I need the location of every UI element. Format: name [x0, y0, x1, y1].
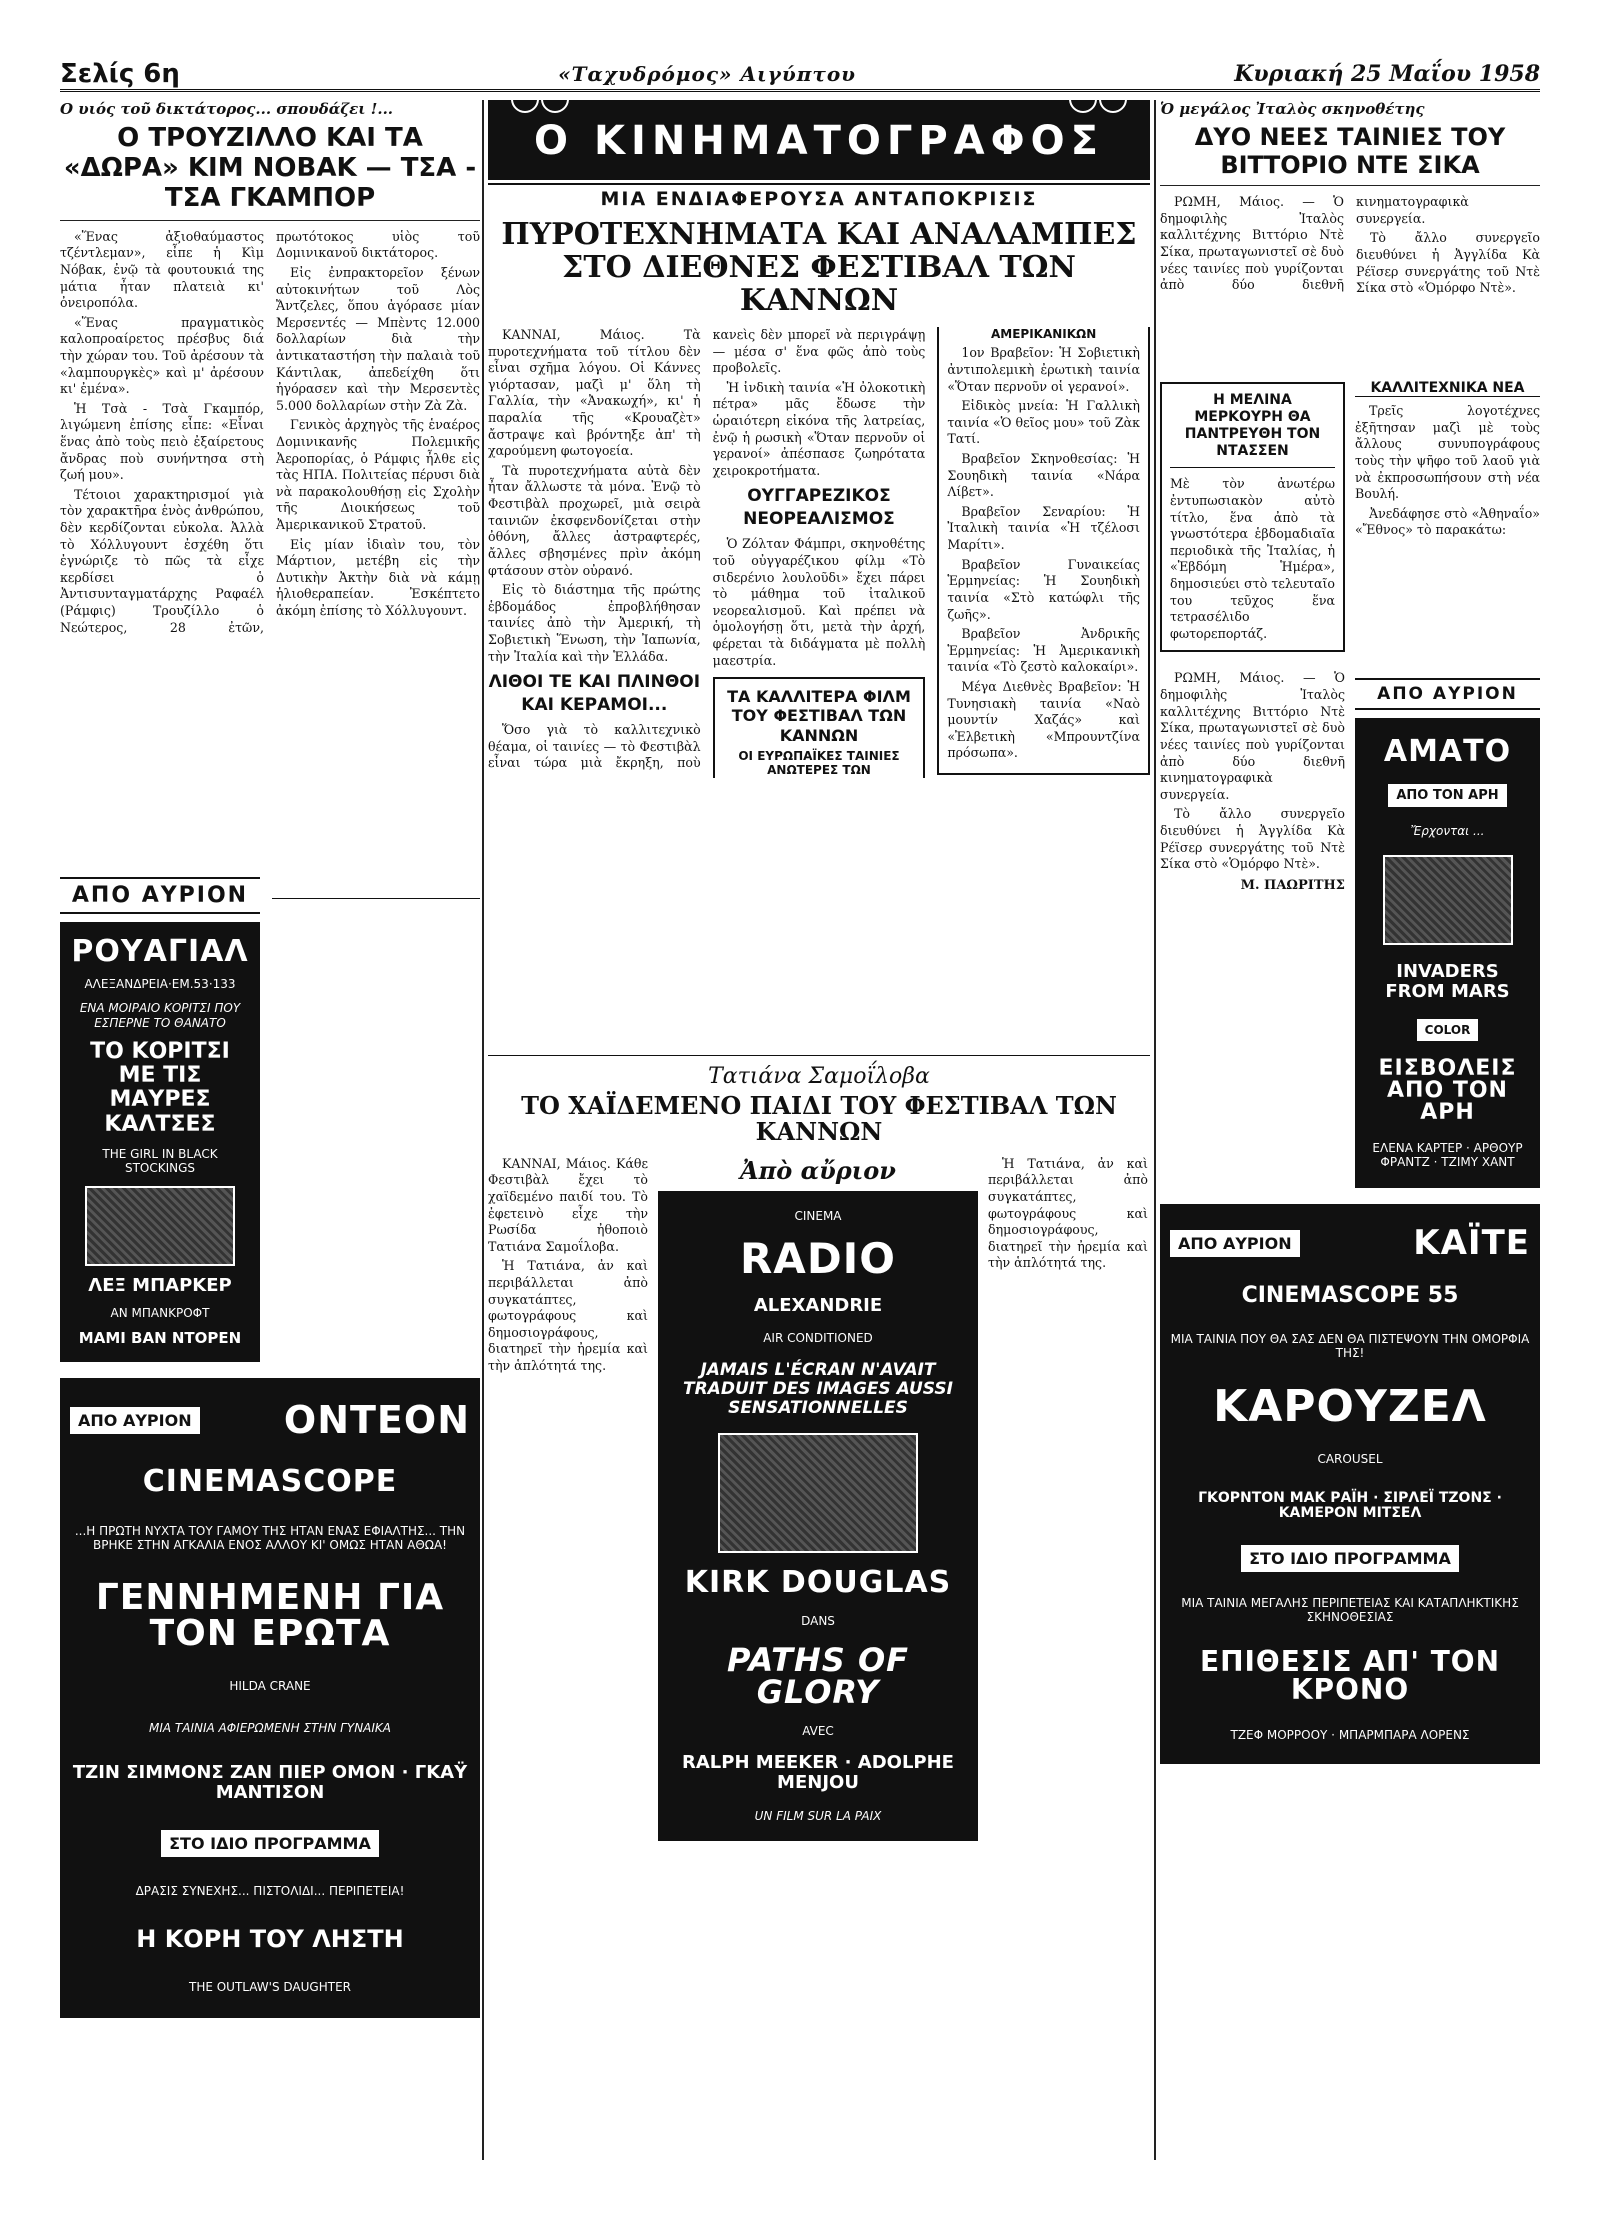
film-title: ΕΙΣΒΟΛΕΙΣ ΑΠΟ ΤΟΝ ΑΡΗ — [1378, 1056, 1517, 1126]
film-still-image — [1383, 855, 1513, 945]
ad-connector: AVEC — [802, 1723, 834, 1738]
film-title: ΓΕΝΝΗΜΕΝΗ ΓΙΑ ΤΟΝ ΕΡΩΤΑ — [95, 1577, 445, 1655]
ad-tagline: ...Η ΠΡΩΤΗ ΝΥΧΤΑ ΤΟΥ ΓΑΜΟΥ ΤΗΣ ΗΤΑΝ ΕΝΑΣ ΕΦΙΑΛΤΗΣ... ΤΗΝ ΒΡΗΚΕ ΣΤΗΝ ΑΓΚΑΛΙΑ ΕΝΟΣ ΑΛΛΟΥ ΚΙ' ΟΜΩΣ ΗΤΑΝ ΑΘΩΑ! — [74, 1523, 466, 1553]
issue-date: Κυριακή 25 Μαΐου 1958 — [1234, 60, 1540, 87]
side-notice — [272, 890, 480, 907]
page-number: Σελίς 6η — [60, 58, 180, 89]
box-title: ΤΑ ΚΑΛΛΙΤΕΡΑ ΦΙΛΜ ΤΟΥ ΦΕΣΤΙΒΑΛ ΤΩΝ ΚΑΝΝΩΝ — [727, 687, 911, 745]
cinema-ad-royal — [60, 922, 260, 1362]
cinema-address: ΑΛΕΞΑΝΔΡΕΙΑ·ΕΜ.53·133 — [84, 976, 236, 991]
paragraph: Ὅσο γιὰ τὸ καλλιτεχνικὸ θέαμα, οἱ ταινίες — τὸ Φεστιβὰλ εἶναι τώρα μιὰ ἔκρηξη, ποὺ κανεὶς δὲν μπορεῖ νὰ περιγράψῃ — μέσα σ' ἕνα φῶς ἀπὸ τοὺς προβολεῖς. — [488, 327, 926, 771]
film-title-en: THE GIRL IN BLACK STOCKINGS — [102, 1146, 218, 1176]
cinema-name: ΑΜΑΤΟ — [1383, 733, 1512, 769]
author-signature: Μ. ΠΑΩΡΙΤΗΣ — [1240, 877, 1345, 893]
film-still-image — [718, 1433, 918, 1553]
ad-dedication: ΜΙΑ ΤΑΙΝΙΑ ΑΦΙΕΡΩΜΕΝΗ ΣΤΗΝ ΓΥΝΑΙΚΑ — [148, 1721, 391, 1736]
section-label: ΑΠΟ ΑΥΡΙΟΝ — [60, 877, 260, 914]
ad-date-label: Ἀπὸ αὔριον — [740, 1155, 896, 1185]
star-name: ΛΕΞ ΜΠΑΡΚΕΡ — [88, 1274, 232, 1296]
cinema-city: ALEXANDRIE — [753, 1295, 883, 1317]
ad-quote: JAMAIS L'ÉCRAN N'AVAIT TRADUIT DES IMAGES AUSSI SENSATIONNELLES — [682, 1360, 954, 1418]
cinema-sub: AIR CONDITIONED — [763, 1331, 873, 1346]
paragraph: Εἰς ἐνπρακτορεῖον ξένων αὐτοκινήτων τοῦ Λὸς Ἄντζελες, ὅπου ἀγόρασε μίαν Μερσεντές — Μπὲντς 12.000 δολλαρίων διὰ τὴν ἀντικαταστήση τὴν παλαιὰ τοῦ Κάντιλακ, ἀπεδείχθη ὅτι ἠγόρασεν καὶ τὴν Μερσεντὲς 5.000 δολλαρίων στὴν Ζὰ Ζὰ. — [276, 264, 480, 413]
program-label: ΣΤΟ ΙΔΙΟ ΠΡΟΓΡΑΜΜΑ — [161, 1830, 379, 1857]
cinema-name: ΟΝΤΕΟΝ — [283, 1398, 470, 1443]
film-title-en: INVADERS FROM MARS — [1385, 961, 1510, 1003]
star-name: KIRK DOUGLAS — [684, 1565, 952, 1601]
paragraph: Εἰς τὸ διάστημα τῆς πρώτης ἑβδομάδος ἐπροβλήθησαν ταινίες ἀπὸ τὴν Ἀμερική, τὴ Σοβιετικὴ Ἕνωση, τὴν Ἰαπωνία, τὴν Ἰταλία καὶ τὴν Ἑλλάδα. — [488, 582, 701, 664]
news-box — [1160, 382, 1345, 652]
cinema-format: CINEMASCOPE 55 — [1241, 1283, 1459, 1309]
cinema-format: CINEMASCOPE — [142, 1463, 398, 1499]
section-label: ΑΠΟ ΑΥΡΙΟΝ — [1355, 678, 1540, 710]
column-divider — [482, 100, 484, 2160]
cinema-name: RADIO — [739, 1234, 897, 1284]
star-names: ΓΚΟΡΝΤΟΝ ΜΑΚ ΡΑΪΗ · ΣΙΡΛΕΪ ΤΖΟΝΣ · ΚΑΜΕΡΟΝ ΜΙΤΣΕΛ — [1198, 1489, 1502, 1521]
article-body — [1355, 403, 1540, 539]
article-subhead: ΟΥΓΓΑΡΕΖΙΚΟΣ ΝΕΟΡΕΑΛΙΣΜΟΣ — [743, 486, 895, 529]
paragraph: Ἡ Τσὰ - Τσὰ Γκαμπόρ, λιγώμενη ἐπίσης εἶπε: «Εἶναι ἕνας ἀπὸ τοὺς πειὸ ἐξαίρετους ἄνδρας ποὺ συνήντησα στὴ ζωή μου». — [60, 400, 264, 483]
star-name: ΜΑΜΙ ΒΑΝ ΝΤΟΡΕΝ — [78, 1329, 242, 1348]
article-body — [1160, 670, 1345, 1190]
cinema-tag: CINEMA — [794, 1208, 842, 1223]
film-title-en: CAROUSEL — [1317, 1452, 1383, 1467]
ad-connector: DANS — [801, 1614, 835, 1629]
article-kicker: Ὁ μεγάλος Ἰταλὸς σκηνοθέτης — [1160, 100, 1425, 118]
paragraph: Ἀνεδάφησε στὸ «Ἀθηναΐο» «Ἔθνος» τὸ παρακάτω: — [1355, 505, 1540, 538]
paragraph: «Ἕνας ἀξιοθαύμαστος τζέντλεμαν», εἶπε ἡ Κὶμ Νόβακ, ἐνῷ τὰ φουτουκιά της μάτια ἦταν πλατειὰ κι' ὀνειροπόλα. — [60, 228, 264, 311]
cinema-ad-odeon — [60, 1378, 480, 2018]
paragraph: Τέτοιοι χαρακτηρισμοί γιὰ τὸν χαρακτῆρα ἑνὸς ἀνθρώπου, δὲν κερδίζονται εὐκολα. Ἀλλὰ τὸ Χόλλυγουντ ἐσχέθη ὅτι ἐγνώριζε τὸ πῶς τὰ εἶχε κερδίσει ὁ Ἀντισυνταγματάρχης Ραφαέλ (Ράμφις) Τρουζίλλο ὁ Νεώτερος, 28 ἐτῶν, πρωτότοκος υἱὸς τοῦ Δομινικανοῦ δικτάτορος. — [60, 228, 480, 635]
article-byline: Τατιάνα Σαμοΐλοβα — [708, 1064, 930, 1089]
film-reel-icon — [510, 100, 570, 118]
section-banner — [488, 100, 1150, 180]
star-names: ΕΛΕΝΑ ΚΑΡΤΕΡ · ΑΡΘΟΥΡ ΦΡΑΝΤΖ · ΤΖΙΜΥ ΧΑΝΤ — [1372, 1141, 1523, 1170]
film-title-en: HILDA CRANE — [229, 1679, 311, 1694]
paragraph: Γενικὸς ἀρχηγὸς τῆς ἑναέρος Δομινικανῆς Πολεμικῆς Ἀεροπορίας, ὁ Ράμφις ἦλθε εἰς τὰς ΗΠΑ. Πολιτείας πέρυσι διὰ νὰ παρακολουθήσῃ εἰς Σχολὴν τῆς Διοικήσεως τοῦ Ἀμερικανικοῦ Στρατοῦ. — [276, 417, 480, 533]
ad-tagline: ΔΡΑΣΙΣ ΣΥΝΕΧΗΣ... ΠΙΣΤΟΛΙΔΙ... ΠΕΡΙΠΕΤΕΙΑ! — [135, 1884, 405, 1899]
newspaper-name: «Ταχυδρόμος» Αιγύπτου — [558, 61, 857, 86]
article-kicker: Ο υιός τοῦ δικτάτορος... σπουδάζει !... — [60, 100, 394, 118]
film-title: ΤΟ ΚΟΡΙΤΣΙ ΜΕ ΤΙΣ ΜΑΥΡΕΣ ΚΑΛΤΣΕΣ — [90, 1039, 230, 1137]
box-text: Μὲ τὸν ἀνωτέρω ἐντυπωσιακὸν αὐτὸ τίτλο, ἕνα ἀπὸ τὰ γνωστότερα ἑβδομαδιαῖα περιοδικὰ τῆς Ἰταλίας, ἡ «Ἑβδόμη Ἡμέρα», δημοσιεύει στὸ τελευταῖο του τεῦχος ἕνα τετρασέλιδο φωτορεπορτάζ. — [1170, 476, 1335, 641]
paragraph: Ἡ Τατιάνα, ἀν καὶ περιβάλλεται ἀπὸ συγκατάπτες, φωτογράφους καὶ δημοσιογράφους, διατηρεῖ τὴν ἠρεμία καὶ τὴν ἁπλότητά της. — [988, 1155, 1148, 1271]
paragraph: ΚΑΝΝΑΙ, Μάιος. Τὰ πυροτεχνήματα τοῦ τίτλου δὲν εἶναι σχῆμα λόγου. Οἱ Κάννες γιόρτασαν, μαζὶ μ' ὅλη τὴ Γαλλία, τὴν «Ἀνακωχή», κι' ἡ παραλία τῆς «Κρουαζὲτ» ἄστραψε καὶ βρόντηξε ἀπ' τὴ χαρούμενη φωτογοεία. — [488, 327, 701, 459]
paragraph: ΡΩΜΗ, Μάιος. — Ὁ δημοφιλὴς Ἰταλὸς καλλιτέχνης Βιττόριο Ντὲ Σίκα, πρωταγωνιστεῖ σὲ δυὸ νέες ταινίες ποὺ γυρίζονται ἀπὸ δύο διεθνῆ κινηματογραφικὰ συνεργεία. — [1160, 670, 1345, 802]
paragraph: Τρεῖς λογοτέχνες ἐξῆτησαν μαζὶ μὲ τοὺς ἄλλους συνυπογράφους τοὺς τὴν ψῆφο τοῦ λαοῦ γιὰ νὰ ἐκπροσωπήσουν στὴ νέα Βουλή. — [1355, 403, 1540, 502]
article-subhead: ΛΙΘΟΙ ΤΕ ΚΑΙ ΠΛΙΝΘΟΙ ΚΑΙ ΚΕΡΑΜΟΙ... — [488, 672, 701, 715]
ad-date-label: ΑΠΟ ΑΥΡΙΟΝ — [1170, 1230, 1300, 1257]
ad-tagline: ΜΙΑ ΤΑΙΝΙΑ ΠΟΥ ΘΑ ΣΑΣ ΔΕΝ ΘΑ ΠΙΣΤΕΨΟΥΝ ΤΗΝ ΟΜΟΡΦΙΑ ΤΗΣ! — [1170, 1332, 1530, 1361]
article-subhead: ΚΑΛΛΙΤΕΧΝΙΚΑ ΝΕΑ — [1355, 380, 1540, 397]
award-item: Βραβεῖον Σεναρίου: Ἡ Ἰταλικὴ ταινία «Ἡ τζέλοσι Μαρίτι». — [947, 503, 1140, 553]
box-subtitle: ΟΙ ΕΥΡΩΠΑΪΚΕΣ ΤΑΙΝΙΕΣ ΑΝΩΤΕΡΕΣ ΤΩΝ ΑΜΕΡΙΚΑΝΙΚΩΝ — [738, 327, 1097, 778]
box-title: Η ΜΕΛΙΝΑ ΜΕΡΚΟΥΡΗ ΘΑ ΠΑΝΤΡΕΥΘΗ ΤΟΝ ΝΤΑΣΣΕΝ — [1184, 392, 1321, 459]
cinema-name: ΚΑΪΤΕ — [1413, 1223, 1530, 1264]
article-headline: ΔΥΟ ΝΕΕΣ ΤΑΙΝΙΕΣ ΤΟΥ ΒΙΤΤΟΡΙΟ ΝΤΕ ΣΙΚΑ — [1160, 124, 1540, 186]
film-title-en: THE OUTLAW'S DAUGHTER — [188, 1979, 351, 1994]
cinema-ad-radio — [658, 1191, 978, 1841]
paragraph: «Ἕνας πραγματικὸς καλοπροαίρετος πρέσβυς διά τὴν χώραν του. Τοῦ ἀρέσουν τὰ «λαμπουργκὲς» καὶ μ' ἀρέσουν κι' ἐμένα». — [60, 314, 264, 397]
section-subtitle: ΜΙΑ ΕΝΔΙΑΦΕΡΟΥΣΑ ΑΝΤΑΠΟΚΡΙΣΙΣ — [600, 188, 1038, 210]
left-column — [60, 100, 480, 2180]
ad-block — [658, 1156, 978, 2056]
color-label: COLOR — [1417, 1019, 1479, 1041]
banner-title: Ο ΚΙΝΗΜΑΤΟΓΡΑΦΟΣ — [534, 118, 1104, 164]
paragraph: Εἰς μίαν ἰδιαὶν του, τὸν Μάρτιον, μετέβη εἰς τὴν Δυτικὴν Ἀκτὴν διὰ νὰ κάμῃ ἡλιοθεραπείαν. Ἐσκέπτετο ἀκόμη ἐπίσης τὸ Χόλλυγουντ. — [276, 536, 480, 619]
article-body — [60, 229, 480, 869]
paragraph: Τὸ ἄλλο συνεργεῖο διευθύνει ἡ Ἀγγλίδα Κὰ Ρέϊσερ συνεργάτης τοῦ Ντὲ Σίκα στὸ «Ὁμόρφο Ντὲ». — [1160, 806, 1345, 872]
article-headline: ΤΟ ΧΑΪΔΕΜΕΝΟ ΠΑΙΔΙ ΤΟΥ ΦΕΣΤΙΒΑΛ ΤΩΝ ΚΑΝΝΩΝ — [521, 1091, 1117, 1147]
ad-tagline: ΜΙΑ ΤΑΙΝΙΑ ΜΕΓΑΛΗΣ ΠΕΡΙΠΕΤΕΙΑΣ ΚΑΙ ΚΑΤΑΠΛΗΚΤΙΚΗΣ ΣΚΗΝΟΘΕΣΙΑΣ — [1181, 1595, 1519, 1625]
ad-tagline: Ἔρχονται ... — [1410, 824, 1485, 838]
article-body — [988, 1156, 1148, 2056]
cinema-name: ΡΟΥΑΓΙΑΛ — [71, 933, 249, 969]
star-names: RALPH MEEKER · ADOLPHE MENJOU — [682, 1752, 954, 1794]
award-item: 1ον Βραβεῖον: Ἡ Σοβιετικὴ ἀντιπολεμικὴ ἐρωτικὴ ταινία «Ὅταν περνοῦν οἱ γερανοί». — [947, 345, 1140, 394]
paragraph: Ἡ Τατιάνα, ἀν καὶ περιβάλλεται ἀπὸ συγκατάπτες, φωτογράφους καὶ δημοσιογράφους, διατηρεῖ τὴν ἠρεμία καὶ τὴν ἁπλότητά της. — [488, 1258, 648, 1374]
film-title: Η ΚΟΡΗ ΤΟΥ ΛΗΣΤΗ — [136, 1924, 404, 1953]
column-divider — [1154, 100, 1156, 2160]
star-names: ΤΖΕΦ ΜΟΡΡΟΟΥ · ΜΠΑΡΜΠΑΡΑ ΛΟΡΕΝΣ — [1230, 1728, 1470, 1743]
masthead — [60, 58, 1540, 92]
film-title: ΚΑΡΟΥΖΕΛ — [1213, 1380, 1487, 1432]
ad-date-label: ΑΠΟ ΑΥΡΙΟΝ — [70, 1407, 200, 1434]
center-column — [488, 100, 1150, 2180]
ad-subtitle: ΑΠΟ ΤΟΝ ΑΡΗ — [1388, 784, 1506, 807]
film-title: PATHS OF GLORY — [726, 1640, 910, 1711]
cinema-ad-amato — [1355, 718, 1540, 1188]
film-reel-icon — [1068, 100, 1128, 118]
ad-side-text: UN FILM SUR LA PAIX — [754, 1808, 882, 1823]
article-headline: ΠΥΡΟΤΕΧΝΗΜΑΤΑ ΚΑΙ ΑΝΑΛΑΜΠΕΣ ΣΤΟ ΔΙΕΘΝΕΣ ΦΕΣΤΙΒΑΛ ΤΩΝ ΚΑΝΝΩΝ — [501, 217, 1137, 318]
star-names: ΤΖΙΝ ΣΙΜΜΟΝΣ ΖΑΝ ΠΙΕΡ ΟΜΟΝ · ΓΚΑΫ ΜΑΝΤΙΣΟΝ — [72, 1761, 468, 1803]
right-column — [1160, 100, 1540, 2180]
paragraph: Τὰ πυροτεχνήματα αὐτὰ δὲν ἦταν ἄλλωστε τὰ μόνα. Ἐνῷ τὸ Φεστιβὰλ προχωρεῖ, μιὰ σειρὰ ταινιῶν ἐκσφενδονίζεται στὴν ὀθόνη, ἄλλες ἀστραφτερές, ἄλλες σβησμένες πρὶν ἀκόμη φτάσουν στὸν οὐρανό. — [488, 462, 701, 578]
paragraph: ΚΑΝΝΑΙ, Μάιος. Κάθε Φεστιβὰλ ἔχει τὸ χαϊδεμένο παιδί του. Τὸ ἐφετεινὸ εἶχε τὴν Ρωσίδα ἠθοποιὸ Τατιάνα Σαμοΐλοβα. — [488, 1155, 648, 1254]
award-item: Βραβεῖον Γυναικείας Ἑρμηνείας: Ἡ Σουηδικὴ ταινία «Στὸ κατώφλι τῆς ζωῆς». — [947, 556, 1140, 622]
article-body — [488, 1156, 648, 2056]
article-body — [1160, 194, 1540, 374]
ad-tagline: ΕΝΑ ΜΟΙΡΑΙΟ ΚΟΡΙΤΣΙ ΠΟΥ ΕΣΠΕΡΝΕ ΤΟ ΘΑΝΑΤΟ — [79, 1001, 241, 1030]
article-body — [488, 327, 1150, 1047]
cinema-ad-kaite — [1160, 1204, 1540, 1764]
paragraph: ΡΩΜΗ, Μάιος. — Ὁ δημοφιλὴς Ἰταλὸς καλλιτέχνης Βιττόριο Ντὲ Σίκα, πρωταγωνιστεῖ σὲ δυὸ νέες ταινίες ποὺ γυρίζονται ἀπὸ δύο διεθνῆ κινηματογραφικὰ συνεργεία. — [1160, 194, 1469, 293]
paragraph: Ὁ Ζόλταν Φάμπρι, σκηνοθέτης τοῦ οὐγγαρέζικου φίλμ «Τὸ σιδερένιο λουλοῦδι» ἔχει πάρει τὸ μάθημα τοῦ ἰταλικοῦ νεορεαλισμοῦ. Καὶ πρέπει νὰ ὁμολογήσῃ ὅτι, μετὰ τὴν ἀρχή, φέρεται τὰ διδάγματα μὲ πολλὴ μαεστρία. — [712, 536, 926, 668]
award-item: Εἰδικὸς μνεία: Ἡ Γαλλικὴ ταινία «Ὁ θεῖος μου» τοῦ Ζὰκ Τατί. — [947, 398, 1140, 447]
paragraph: Ἡ ἰνδικὴ ταινία «Ἡ ὀλοκοτικὴ πέτρα» μᾶς ἔδωσε τὴν ὡραιότερη εἰκόνα τῆς λατρείας, ἐνῷ ἡ ρωσικὴ «Ὅταν περνοῦν οἱ γερανοί» ἀπέσπασε ζωηρότατα χειροκροτήματα. — [712, 379, 926, 478]
paragraph: Τὸ ἄλλο συνεργεῖο διευθύνει ἡ Ἀγγλίδα Κὰ Ρέϊσερ συνεργάτης τοῦ Ντὲ Σίκα στὸ «Ὁμόρφο Ντὲ». — [1356, 230, 1540, 296]
award-item: Βραβεῖον Ἀνδρικῆς Ἑρμηνείας: Ἡ Ἀμερικανικὴ ταινία «Τὸ ζεστὸ καλοκαίρι». — [947, 626, 1140, 675]
program-label: ΣΤΟ ΙΔΙΟ ΠΡΟΓΡΑΜΜΑ — [1241, 1545, 1459, 1572]
article-headline: Ο ΤΡΟΥΖΙΛΛΟ ΚΑΙ ΤΑ «ΔΩΡΑ» ΚΙΜ ΝΟΒΑΚ — ΤΣΑ - ΤΣΑ ΓΚΑΜΠΟΡ — [60, 124, 480, 221]
star-name: ΑΝ ΜΠΑΝΚΡΟΦΤ — [110, 1305, 210, 1320]
film-title: ΕΠΙΘΕΣΙΣ ΑΠ' ΤΟΝ ΚΡΟΝΟ — [1199, 1645, 1501, 1707]
award-item: Βραβεῖον Σκηνοθεσίας: Ἡ Σουηδικὴ ταινία «Νάρα Λίβετ». — [947, 451, 1140, 500]
award-item: Μέγα Διεθνὲς Βραβεῖον: Ἡ Τυνησιακὴ ταινία «Ναὸ μουντίν Χαζάς» καὶ «Ἐλβετικὴ «Μπρουντζίνα πρόσωπα». — [947, 678, 1140, 761]
film-still-image — [85, 1186, 235, 1266]
